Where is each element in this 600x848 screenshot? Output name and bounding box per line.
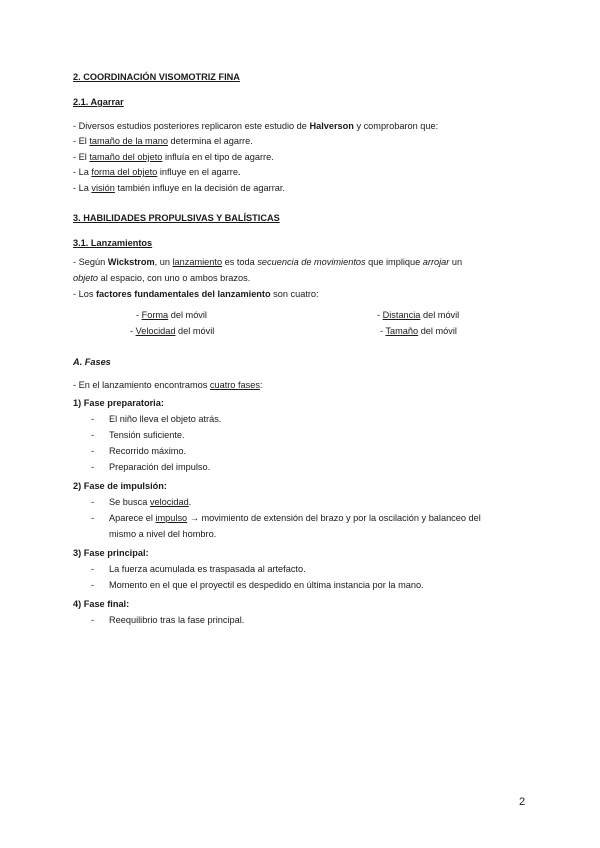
paragraph-wickstrom-line2 [73, 272, 250, 284]
fase-2-item [109, 512, 481, 524]
fase-3-item: La fuerza acumulada es traspasada al artefacto. [109, 564, 306, 574]
text: - [380, 326, 386, 336]
bullet-dash: - [91, 497, 95, 507]
text: del móvil [418, 326, 457, 336]
bullet-dash: - [91, 430, 95, 440]
text: al espacio, con uno o ambos brazos. [98, 273, 251, 283]
text: - En el lanzamiento encontramos [73, 380, 210, 390]
underlined-text: impulso [155, 513, 188, 523]
italic-text: secuencia de movimientos [257, 257, 366, 267]
fase-2-title: 2) Fase de impulsión: [73, 481, 167, 491]
list-item [73, 166, 241, 178]
list-item [73, 151, 274, 163]
fases-heading: A. Fases [73, 357, 111, 367]
fase-2-item-continued: mismo a nivel del hombro. [109, 529, 217, 539]
text: influye en el agarre. [157, 167, 241, 177]
text: - Los [73, 289, 96, 299]
bullet-dash: - [91, 414, 95, 424]
bold-text: factores fundamentales del lanzamiento [95, 289, 271, 299]
underlined-text: cuatro fases [209, 380, 260, 390]
bullet-dash: - [91, 580, 95, 590]
italic-text: objeto [73, 273, 99, 283]
text: → movimiento de extensión del brazo y por la oscilación y balanceo del [187, 513, 481, 523]
section-3-heading: 3. HABILIDADES PROPULSIVAS Y BALÍSTICAS [73, 213, 280, 223]
section-2-heading: 2. COORDINACIÓN VISOMOTRIZ FINA [73, 72, 240, 82]
bullet-dash: - [91, 615, 95, 625]
factor-item [380, 325, 457, 337]
bullet-dash: - [91, 446, 95, 456]
page-number: 2 [519, 796, 526, 808]
text: influía en el tipo de agarre. [162, 152, 274, 162]
text: del móvil [420, 310, 460, 320]
text: - [136, 310, 142, 320]
underlined-text: tamaño del objeto [89, 152, 163, 162]
text: del móvil [168, 310, 207, 320]
text: . [188, 497, 192, 507]
paragraph-fases-intro [73, 379, 262, 391]
text: Se busca [109, 497, 150, 507]
text: - La [73, 183, 92, 193]
underlined-text: forma del objeto [91, 167, 158, 177]
underlined-text: lanzamiento [172, 257, 223, 267]
text: son cuatro: [270, 289, 319, 299]
italic-text: arrojar [422, 257, 450, 267]
paragraph-factores [73, 288, 319, 300]
fase-4-item: Reequilibrio tras la fase principal. [109, 615, 245, 625]
underlined-text: tamaño de la mano [89, 136, 168, 146]
text: : [259, 380, 263, 390]
text: del móvil [175, 326, 215, 336]
underlined-text: Distancia [382, 310, 421, 320]
text: - [130, 326, 136, 336]
fase-1-item: Preparación del impulso. [109, 462, 211, 472]
fase-1-item: El niño lleva el objeto atrás. [109, 414, 222, 424]
text: - La [73, 167, 92, 177]
subsection-3-1-heading: 3.1. Lanzamientos [73, 238, 153, 248]
bold-text: Wickstrom [107, 257, 155, 267]
underlined-text: visión [91, 183, 115, 193]
fase-4-title: 4) Fase final: [73, 599, 130, 609]
fase-3-title: 3) Fase principal: [73, 548, 149, 558]
text: - El [73, 152, 90, 162]
paragraph-wickstrom-line1 [73, 256, 462, 268]
factor-item [136, 309, 207, 321]
bullet-dash: - [91, 462, 95, 472]
subsection-2-1-heading: 2.1. Agarrar [73, 97, 124, 107]
underlined-text: Velocidad [135, 326, 176, 336]
underlined-text: velocidad [149, 497, 189, 507]
factor-item [377, 309, 459, 321]
text: un [449, 257, 463, 267]
underlined-text: Forma [141, 310, 169, 320]
factor-item [130, 325, 214, 337]
text: que implique [365, 257, 423, 267]
bold-text: Halverson [309, 121, 354, 131]
text: es toda [222, 257, 258, 267]
fase-1-item: Recorrido máximo. [109, 446, 187, 456]
text: - [377, 310, 383, 320]
underlined-text: Tamaño [385, 326, 419, 336]
fase-1-item: Tensión suficiente. [109, 430, 185, 440]
text: y comprobaron que: [353, 121, 439, 131]
text: - Diversos estudios posteriores replicaron este estudio de [73, 121, 310, 131]
text: - El [73, 136, 90, 146]
bullet-dash: - [91, 513, 95, 523]
text: , un [154, 257, 173, 267]
text: determina el agarre. [168, 136, 253, 146]
list-item [73, 135, 253, 147]
fase-2-item [109, 496, 191, 508]
paragraph-halverson [73, 120, 438, 132]
list-item [73, 182, 285, 194]
text: Aparece el [109, 513, 156, 523]
text: - Según [73, 257, 108, 267]
fase-3-item: Momento en el que el proyectil es despedido en última instancia por la mano. [109, 580, 424, 590]
fase-1-title: 1) Fase preparatoria: [73, 398, 164, 408]
text: también influye en la decisión de agarrar. [114, 183, 285, 193]
bullet-dash: - [91, 564, 95, 574]
